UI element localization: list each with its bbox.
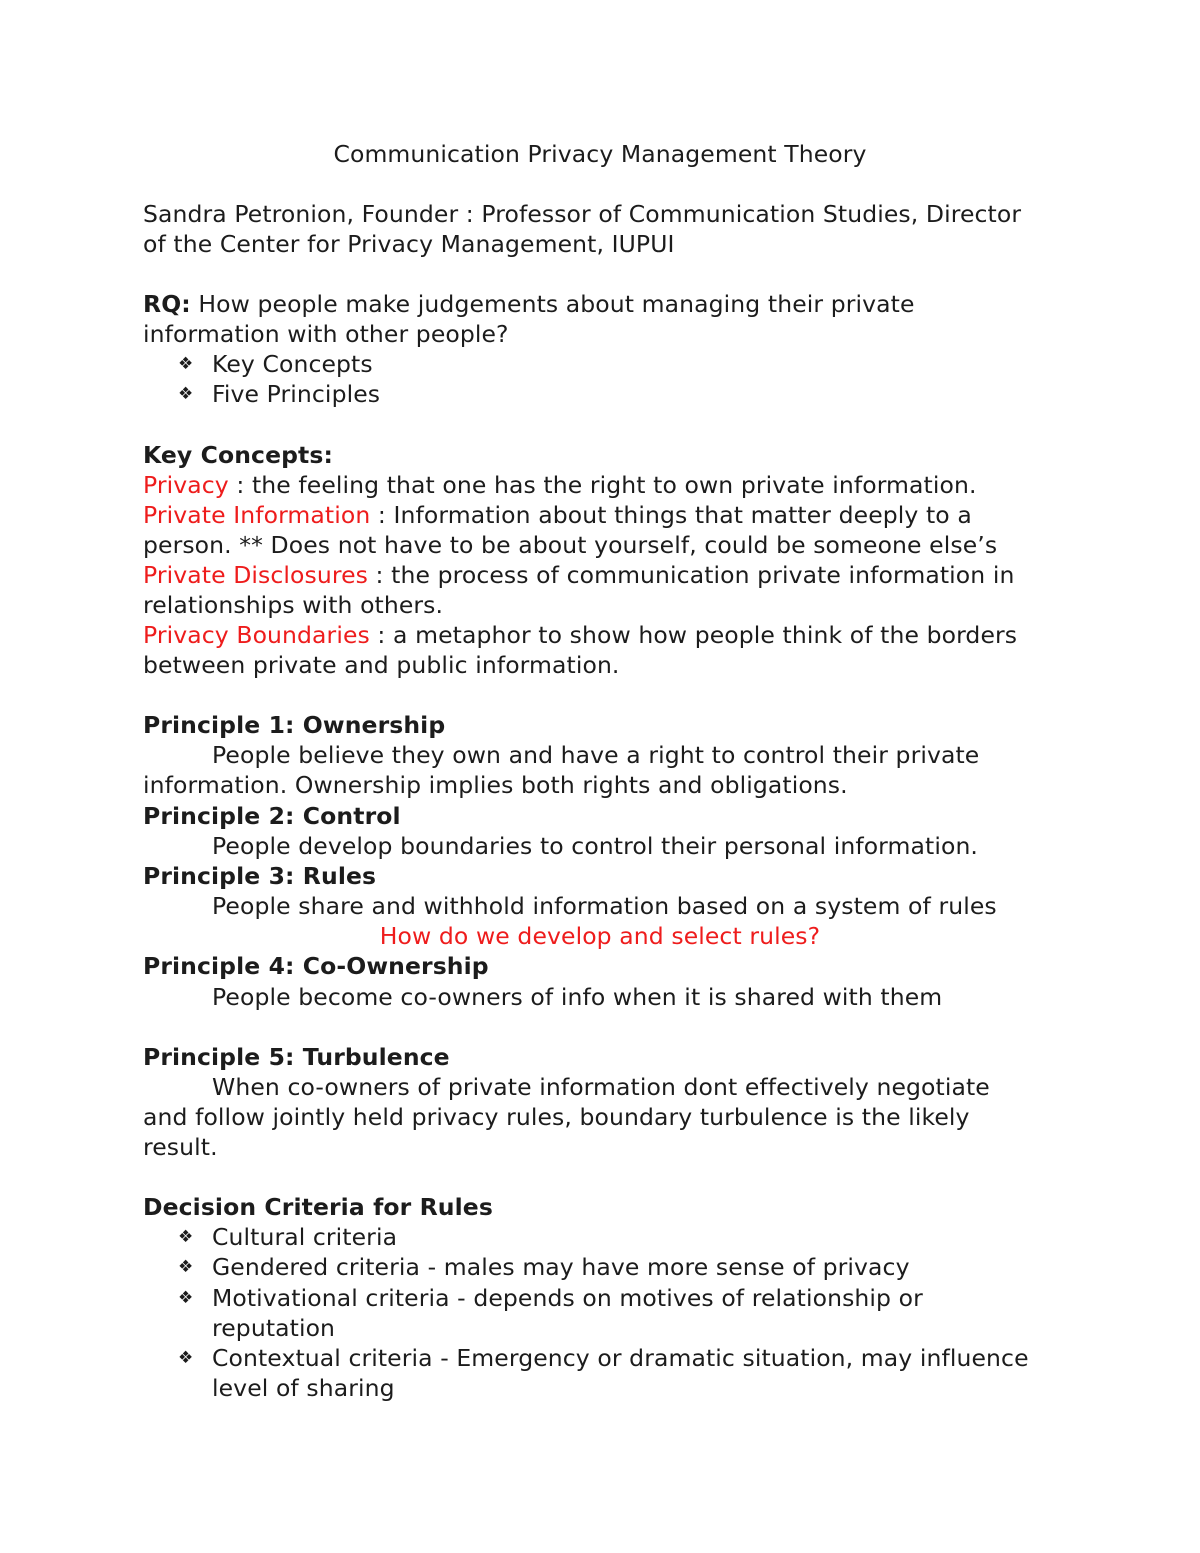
criteria-item-contextual: Contextual criteria - Emergency or dramatic situation, may influence <box>212 1344 1029 1372</box>
principle-5-text-continued: and follow jointly held privacy rules, boundary turbulence is the likely <box>143 1103 970 1131</box>
bullet-icon: ❖ <box>178 1227 194 1247</box>
rq-item-key-concepts: Key Concepts <box>212 350 373 378</box>
concept-term: Privacy Boundaries <box>143 621 370 649</box>
criteria-item-motivational-continued: reputation <box>212 1314 336 1342</box>
bullet-icon: ❖ <box>178 1348 194 1368</box>
document-title: Communication Privacy Management Theory <box>333 140 867 168</box>
concept-privacy-boundaries <box>143 620 1017 650</box>
concept-definition-continued: person. ** Does not have to be about yourself, could be someone else’s <box>143 531 998 559</box>
concept-private-information <box>143 500 972 530</box>
principle-2-heading: Principle 2: Control <box>143 802 401 830</box>
criteria-item-gendered: Gendered criteria - males may have more sense of privacy <box>212 1253 910 1281</box>
concept-definition: : Information about things that matter deeply to a <box>370 501 972 529</box>
research-question-line-2: information with other people? <box>143 320 509 348</box>
principle-5-text: When co-owners of private information dont effectively negotiate <box>212 1073 990 1101</box>
founder-line-2: of the Center for Privacy Management, IUPUI <box>143 230 675 258</box>
principle-3-text: People share and withhold information based on a system of rules <box>212 892 997 920</box>
principle-3-heading: Principle 3: Rules <box>143 862 377 890</box>
principle-1-text: People believe they own and have a right to control their private <box>212 741 980 769</box>
principle-5-heading: Principle 5: Turbulence <box>143 1043 450 1071</box>
concept-definition: : a metaphor to show how people think of the borders <box>369 621 1018 649</box>
concept-privacy <box>143 470 977 500</box>
criteria-item-contextual-continued: level of sharing <box>212 1374 395 1402</box>
concept-definition-continued: between private and public information. <box>143 651 620 679</box>
concept-definition: : the process of communication private information in <box>367 561 1015 589</box>
concept-private-disclosures <box>143 560 1014 590</box>
bullet-icon: ❖ <box>178 354 194 374</box>
rq-label: RQ: <box>143 290 191 318</box>
bullet-icon: ❖ <box>178 1257 194 1277</box>
research-question-line-1 <box>143 289 915 319</box>
concept-term: Private Disclosures <box>143 561 368 589</box>
concept-definition-continued: relationships with others. <box>143 591 444 619</box>
founder-line-1: Sandra Petronion, Founder : Professor of Communication Studies, Director <box>143 200 1022 228</box>
concept-term: Privacy <box>143 471 229 499</box>
key-concepts-heading: Key Concepts: <box>143 441 333 469</box>
rq-text: How people make judgements about managing their private <box>190 290 915 318</box>
rules-question: How do we develop and select rules? <box>379 922 821 950</box>
principle-4-heading: Principle 4: Co-Ownership <box>143 952 489 980</box>
principle-1-heading: Principle 1: Ownership <box>143 711 446 739</box>
rq-item-five-principles: Five Principles <box>212 380 381 408</box>
bullet-icon: ❖ <box>178 1288 194 1308</box>
criteria-item-cultural: Cultural criteria <box>212 1223 398 1251</box>
concept-term: Private Information <box>143 501 371 529</box>
criteria-item-motivational: Motivational criteria - depends on motives of relationship or <box>212 1284 923 1312</box>
principle-5-text-continued: result. <box>143 1133 218 1161</box>
principle-2-text: People develop boundaries to control their personal information. <box>212 832 979 860</box>
decision-criteria-heading: Decision Criteria for Rules <box>143 1193 493 1221</box>
concept-definition: : the feeling that one has the right to own private information. <box>228 471 977 499</box>
principle-4-text: People become co-owners of info when it is shared with them <box>212 983 943 1011</box>
principle-1-text-continued: information. Ownership implies both rights and obligations. <box>143 771 848 799</box>
bullet-icon: ❖ <box>178 384 194 404</box>
